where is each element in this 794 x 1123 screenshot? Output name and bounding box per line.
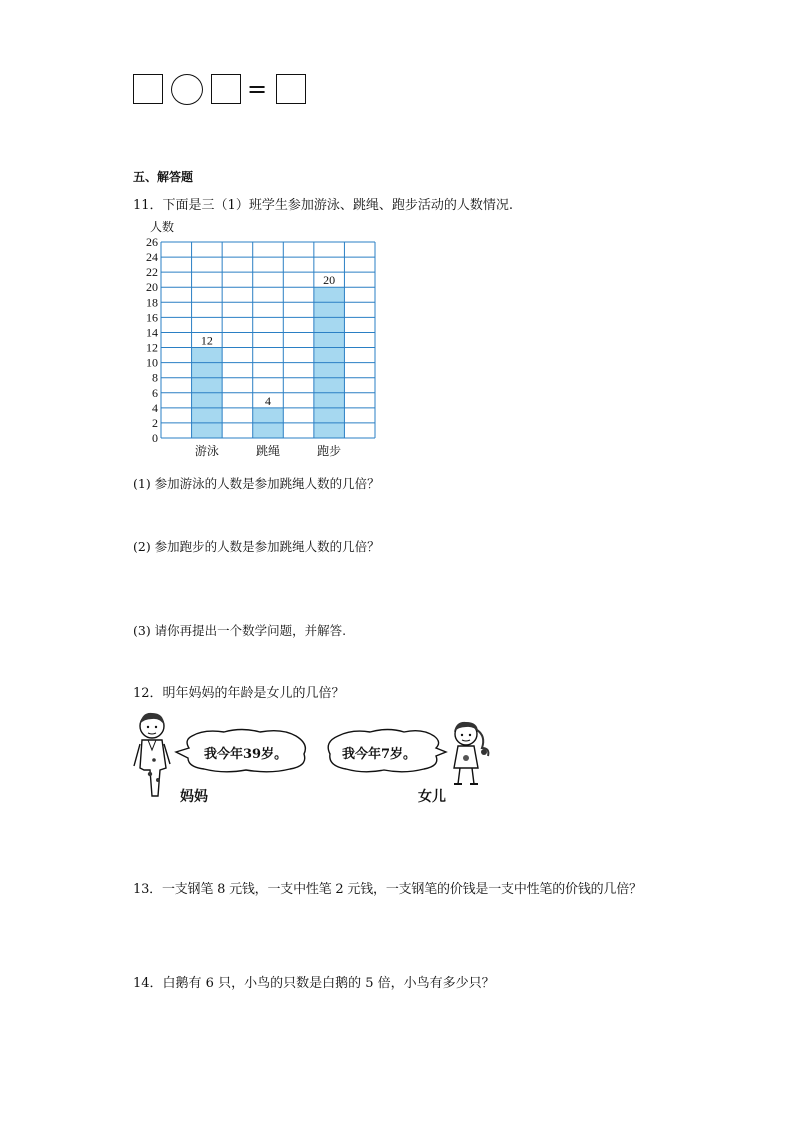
question-11-text: 11．下面是三（1）班学生参加游泳、跳绳、跑步活动的人数情况. xyxy=(133,198,513,213)
section-title: 五、解答题 xyxy=(133,170,194,184)
equation-blank-2 xyxy=(211,74,241,104)
chart-y-tick-label: 14 xyxy=(146,325,158,340)
chart-y-tick-label: 6 xyxy=(152,385,158,400)
chart-y-tick-label: 24 xyxy=(146,250,158,265)
question-11-part-1: (1) 参加游泳的人数是参加跳绳人数的几倍？ xyxy=(133,476,380,491)
question-13-text: 13．一支钢笔 8 元钱，一支中性笔 2 元钱，一支钢笔的价钱是一支中性笔的价钱的几倍？ xyxy=(133,882,642,897)
bar-chart xyxy=(138,216,388,460)
chart-y-tick-label: 18 xyxy=(146,295,158,310)
mother-speech-text: 我今年39岁。 xyxy=(204,747,288,762)
chart-data-label: 4 xyxy=(265,393,271,408)
chart-data-label: 12 xyxy=(200,333,213,348)
question-12-text: 12．明年妈妈的年龄是女儿的几倍？ xyxy=(133,686,345,701)
chart-y-axis-label: 人数 xyxy=(150,220,175,234)
question-14-text: 14．白鹅有 6 只，小鸟的只数是白鹅的 5 倍，小鸟有多少只？ xyxy=(133,976,495,991)
chart-y-tick-label: 12 xyxy=(146,340,158,355)
chart-category-label: 跑步 xyxy=(317,444,342,458)
daughter-figure xyxy=(442,718,494,790)
mother-label: 妈妈 xyxy=(180,789,208,805)
equation-operator-circle xyxy=(171,74,203,105)
chart-y-tick-label: 20 xyxy=(146,280,158,295)
question-11-part-2: (2) 参加跑步的人数是参加跳绳人数的几倍？ xyxy=(133,539,380,554)
chart-y-tick-label: 22 xyxy=(146,265,158,280)
chart-category-label: 跳绳 xyxy=(255,444,281,458)
daughter-label: 女儿 xyxy=(418,789,446,805)
chart-y-tick-label: 8 xyxy=(152,370,158,385)
chart-y-tick-label: 4 xyxy=(152,400,158,415)
chart-y-tick-label: 0 xyxy=(152,431,158,445)
mother-figure xyxy=(130,708,178,804)
equation-blank-1 xyxy=(133,74,163,104)
equals-sign: = xyxy=(247,75,268,103)
chart-category-label: 游泳 xyxy=(194,444,219,458)
chart-y-tick-label: 16 xyxy=(146,310,158,325)
chart-data-label: 20 xyxy=(323,273,336,288)
chart-y-tick-label: 10 xyxy=(146,355,158,370)
chart-y-tick-label: 26 xyxy=(146,235,158,249)
equation-result-blank xyxy=(276,74,306,104)
daughter-speech-text: 我今年7岁。 xyxy=(342,747,417,762)
chart-y-tick-label: 2 xyxy=(152,415,158,430)
question-11-part-3: (3) 请你再提出一个数学问题，并解答. xyxy=(133,623,347,638)
